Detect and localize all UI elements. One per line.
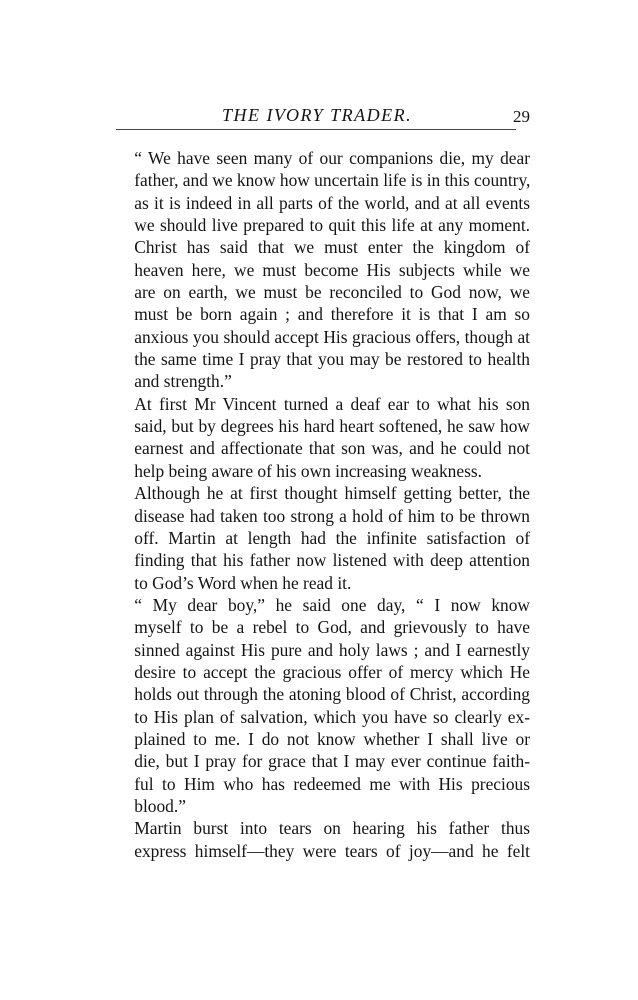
paragraph [116,817,530,862]
text-line: anxious you should accept His gracious offers, though at [134,326,530,347]
text-line: At first Mr Vincent turned a deaf ear to what his son [134,393,530,414]
text-line: ful to Him who has redeemed me with His precious [134,773,530,794]
text-line: said, but by degrees his hard heart softened, he saw how [134,416,530,437]
text-line: we should live prepared to quit this life at any moment. [134,215,530,236]
text-line: father, and we know how uncertain life is in this country, [134,170,531,191]
text-line: desire to accept the gracious offer of mercy which He [134,661,530,682]
text-line: “ We have seen many of our companions die, my dear [134,148,530,168]
text-line: finding that his father now listened with deep attention [134,550,530,571]
text-line: must be born again ; and therefore it is that I am so [134,304,530,325]
text-line: express himself—they were tears of joy—and he felt [134,840,530,861]
text-line: Although he at first thought himself getting better, the [134,483,530,504]
text-line: “ My dear boy,” he said one day, “ I now know [134,594,530,615]
header-rule [116,129,516,130]
text-line: help being aware of his own increasing weakness. [134,460,482,481]
text-line: Martin burst into tears on hearing his father thus [134,818,530,839]
text-line: are on earth, we must be reconciled to God now, we [134,282,530,303]
text-line: earnest and affectionate that son was, and he could not [134,438,530,459]
text-line: Christ has said that we must enter the kingdom of [134,237,530,258]
text-line: holds out through the atoning blood of Christ, according [134,684,530,705]
text-line: to His plan of salvation, which you have so clearly ex- [134,706,530,727]
text-line: plained to me. I do not know whether I shall live or [134,728,530,749]
text-line: sinned against His pure and holy laws ; and I earnestly [134,639,530,660]
text-line: blood.” [134,795,186,816]
text-line: disease had taken too strong a hold of him to be thrown [134,505,530,526]
paragraph [116,482,530,594]
text-line: and strength.” [134,371,232,392]
body-text [116,147,530,862]
text-line: the same time I pray that you may be restored to health [134,349,530,370]
running-title: THE IVORY TRADER. [222,105,413,125]
text-line: myself to be a rebel to God, and grievously to have [134,617,530,638]
text-line: to God’s Word when he read it. [134,572,352,593]
text-line: heaven here, we must become His subjects while we [134,259,530,280]
text-line: off. Martin at length had the infinite satisfaction of [134,527,530,548]
paragraph [116,393,530,482]
text-line: die, but I pray for grace that I may ever continue faith- [134,751,530,772]
paragraph [116,594,530,817]
running-header [116,105,530,127]
page-number: 29 [513,107,530,126]
paragraph [116,147,530,393]
text-line: as it is indeed in all parts of the world, and at all events [134,192,530,213]
